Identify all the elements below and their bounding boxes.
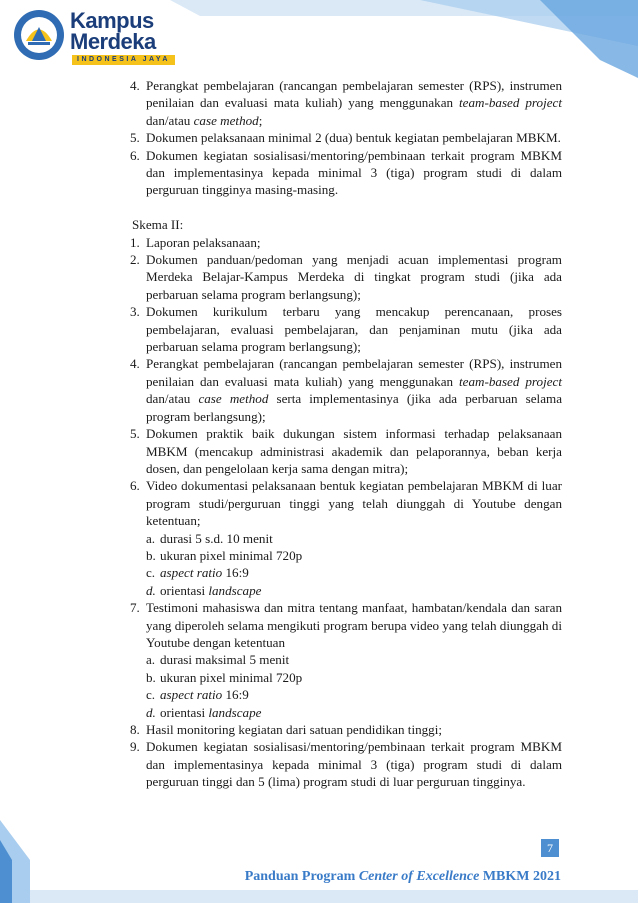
text-run: durasi maksimal 5 menit <box>160 652 290 668</box>
sub-list-letter: b. <box>146 669 156 685</box>
kampus-merdeka-logo <box>12 8 182 66</box>
list-number: 5. <box>130 130 140 146</box>
list-number: 4. <box>130 356 140 372</box>
sub-list-item <box>146 651 562 668</box>
list-item <box>132 721 562 738</box>
logo-tagline: INDONESIA JAYA <box>72 55 175 65</box>
list-number: 3. <box>130 304 140 320</box>
list-item <box>132 599 562 721</box>
logo-word-kampus: Kampus <box>70 8 154 33</box>
text-run: orientasi <box>160 582 209 598</box>
text-run: ukuran pixel minimal 720p <box>160 669 303 685</box>
sub-list-letter: c. <box>146 687 156 703</box>
list-item-text: Dokumen kegiatan sosialisasi/mentoring/pembinaan terkait program MBKM dan implementasinya kepada minimal 3 (tiga) program studi di dalam perguruan tinggi dan 5 (lima) program studi di luar perguruan tingginya. <box>146 739 562 790</box>
italic-term: case method <box>198 391 269 407</box>
sub-list-letter: a. <box>146 530 156 546</box>
sub-list-letter: c. <box>146 565 156 581</box>
list-item-text: Testimoni mahasiswa dan mitra tentang manfaat, hambatan/kendala dan saran yang diperoleh selama mengikuti program berupa video yang telah diunggah di Youtube dengan ketentuan <box>146 600 562 650</box>
sub-list-item <box>146 704 562 721</box>
list-number: 4. <box>130 78 140 93</box>
text-run: ukuran pixel minimal 720p <box>160 547 303 563</box>
text-run: orientasi <box>160 704 209 720</box>
footer-title-suffix: MBKM 2021 <box>479 869 561 884</box>
list-item <box>132 234 562 251</box>
italic-term: aspect ratio <box>160 565 223 581</box>
logo-word-merdeka: Merdeka <box>70 29 156 54</box>
text-run: durasi 5 s.d. 10 menit <box>160 530 273 546</box>
footer-title-italic: Center of Excellence <box>358 869 480 884</box>
list-item <box>132 251 562 303</box>
list-number: 9. <box>130 739 140 755</box>
sub-list-text <box>160 548 302 563</box>
list-item-text <box>146 77 562 129</box>
sub-list-text <box>160 687 249 702</box>
sub-list-item <box>146 669 562 686</box>
footer-title <box>245 869 561 885</box>
list-item-text <box>146 355 562 425</box>
sub-list-letter: a. <box>146 652 156 668</box>
sub-list-text <box>160 670 302 685</box>
italic-term: aspect ratio <box>160 687 223 703</box>
list-item-text: Dokumen panduan/pedoman yang menjadi acuan implementasi program Merdeka Belajar-Kampus Merdeka di tingkat program studi (jika ada perbaruan selama program berlangsung); <box>146 252 562 302</box>
deliverables-list-continued <box>132 77 562 199</box>
list-number: 6. <box>130 478 140 494</box>
list-item <box>132 425 562 477</box>
text-run: ; <box>258 112 263 128</box>
text-run: Perangkat pembelajaran (rancangan pembelajaran semester (RPS), instrumen penilaian dan evaluasi mata kuliah) yang menggunakan <box>146 78 562 111</box>
page-number: 7 <box>541 839 559 857</box>
sub-list-item <box>146 582 562 599</box>
list-item <box>132 77 562 129</box>
list-item-text: Video dokumentasi pelaksanaan bentuk kegiatan pembelajaran MBKM di luar program studi/perguruan tinggi yang telah diunggah di Youtube dengan ketentuan; <box>146 478 562 529</box>
list-item-text: Dokumen praktik baik dukungan sistem informasi terhadap pelaksanaan MBKM (mencakup administrasi akademik dan pelaporannya, beban kerja dosen, dan pengelolaan kerja sama dengan mitra); <box>146 426 562 476</box>
list-number: 7. <box>130 600 140 616</box>
list-item <box>132 355 562 425</box>
list-item <box>132 129 562 146</box>
text-run: serta implementasinya (jika ada perbaruan selama program berlangsung); <box>146 391 563 424</box>
italic-term: case method <box>193 112 259 128</box>
list-number: 2. <box>130 252 140 268</box>
footer-title-prefix: Panduan Program <box>244 869 359 884</box>
list-number: 6. <box>130 147 140 163</box>
italic-term: landscape <box>208 704 262 720</box>
sub-list-text <box>160 565 249 580</box>
list-item-text: Dokumen kurikulum terbaru yang mencakup perencanaan, proses pembelajaran, evaluasi pembelajaran, dan penjaminan mutu (jika ada perbaruan selama program berlangsung); <box>146 304 562 355</box>
sub-list-item <box>146 686 562 703</box>
italic-term: team-based project <box>459 373 562 389</box>
text-run: dan/atau <box>146 112 194 128</box>
list-item-text: Dokumen pelaksanaan minimal 2 (dua) bentuk kegiatan pembelajaran MBKM. <box>146 130 561 146</box>
skema-ii-list <box>132 234 562 791</box>
list-number: 1. <box>130 234 140 250</box>
footer-decoration <box>0 820 638 903</box>
sub-list-text <box>160 652 289 667</box>
sub-list-item <box>146 547 562 564</box>
sub-list-item <box>146 530 562 547</box>
list-item-text: Laporan pelaksanaan; <box>146 234 261 250</box>
sub-list-letter: d. <box>146 704 156 720</box>
italic-term: team-based project <box>459 95 562 111</box>
list-item <box>132 303 562 355</box>
sub-list-letter: b. <box>146 547 156 563</box>
sub-list-text <box>160 705 261 720</box>
text-run: Perangkat pembelajaran (rancangan pembelajaran semester (RPS), instrumen penilaian dan evaluasi mata kuliah) yang menggunakan <box>146 356 562 389</box>
list-number: 5. <box>130 426 140 442</box>
text-run: dan/atau <box>146 391 199 407</box>
list-item-text: Hasil monitoring kegiatan dari satuan pendidikan tinggi; <box>146 722 443 738</box>
sub-list-letter: d. <box>146 582 156 598</box>
text-run: 16:9 <box>222 565 249 581</box>
document-body <box>132 77 562 791</box>
sub-list-text <box>160 531 273 546</box>
sub-list-item <box>146 564 562 581</box>
italic-term: landscape <box>208 582 262 598</box>
sub-list-text <box>160 583 261 598</box>
list-item <box>132 147 562 199</box>
tut-wuri-emblem-icon <box>12 8 66 62</box>
list-item <box>132 738 562 790</box>
text-run: 16:9 <box>222 687 249 703</box>
list-item <box>132 477 562 599</box>
list-number: 8. <box>130 722 140 738</box>
list-item-text: Dokumen kegiatan sosialisasi/mentoring/pembinaan terkait program MBKM dan implementasinya kepada minimal 3 (tiga) program studi di dalam perguruan tingginya masing-masing. <box>146 147 562 198</box>
skema-heading: Skema II: <box>132 217 184 233</box>
